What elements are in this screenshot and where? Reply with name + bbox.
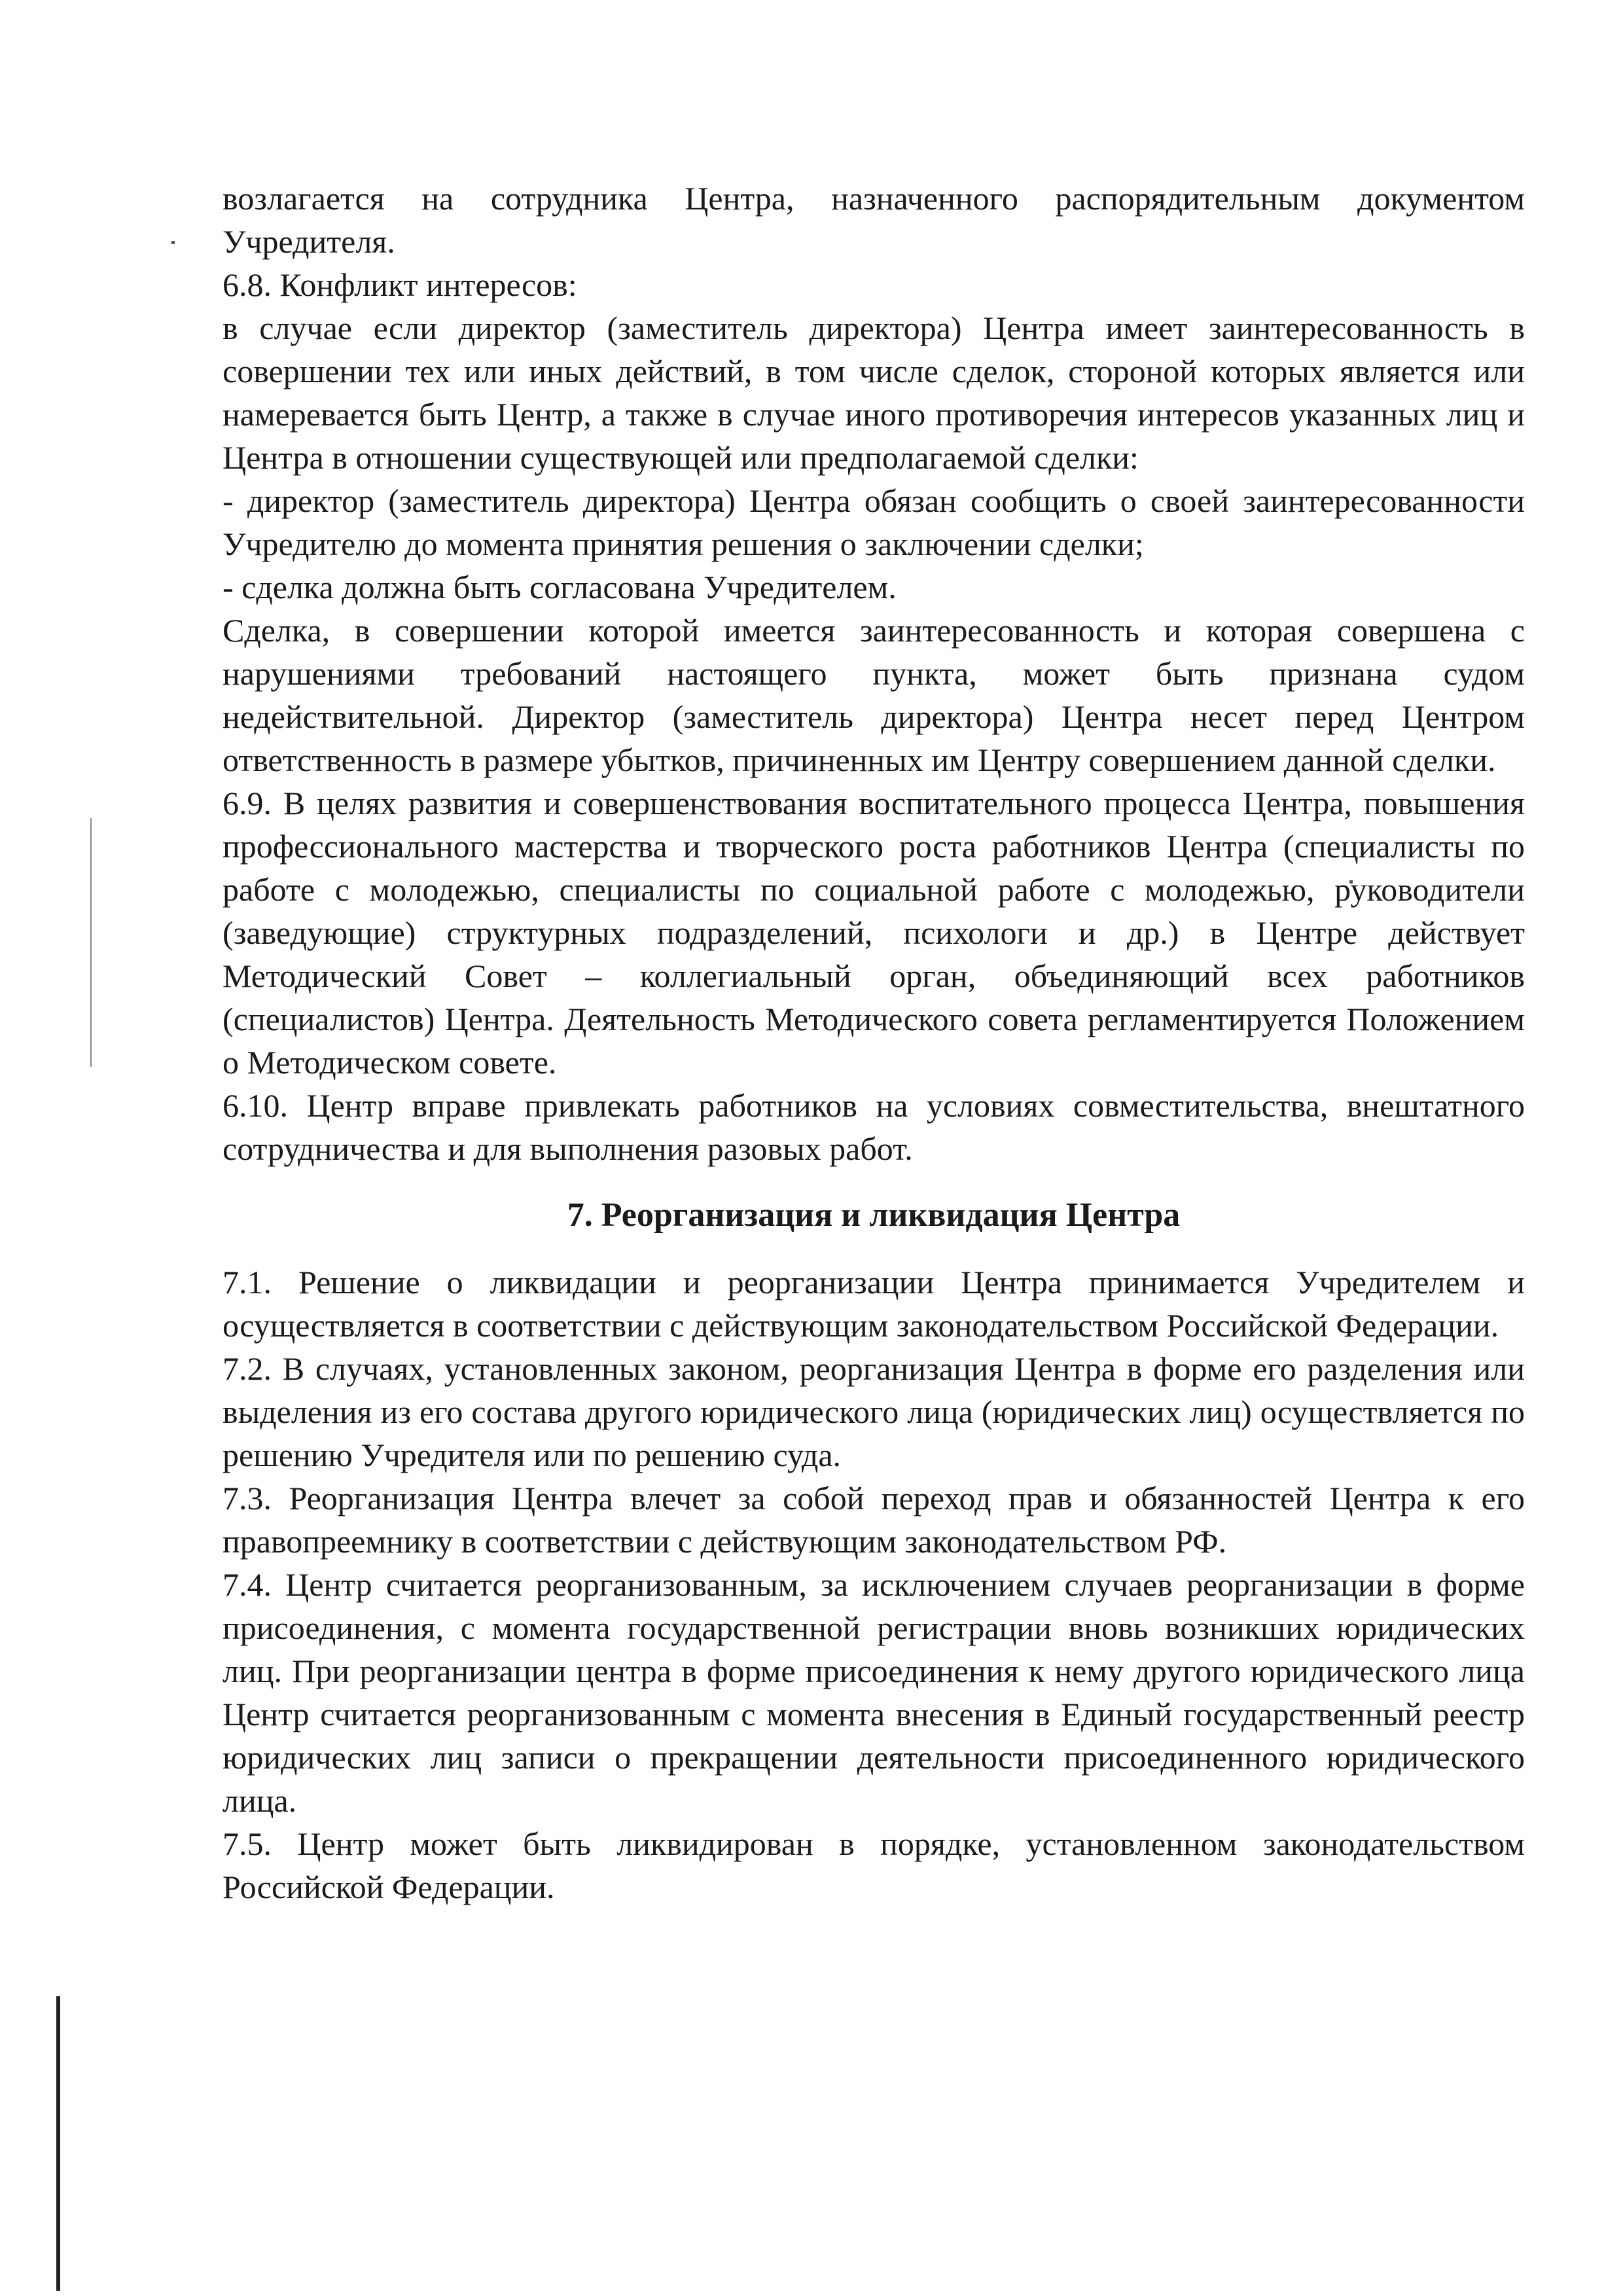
paragraph-7-3: 7.3. Реорганизация Центра влечет за собой переход прав и обязанностей Центра к его правопреемнику в соответствии с действующим законодательством РФ.: [223, 1480, 1525, 1560]
paragraph-6-8-item-1: - директор (заместитель директора) Центра обязан сообщить о своей заинтересованности Учредителю до момента принятия решения о заключении сделки;: [223, 482, 1525, 562]
paragraph-6-7-continuation: возлагается на сотрудника Центра, назначенного распорядительным документом Учредителя.: [223, 180, 1525, 260]
section-7-title: 7. Реорганизация и ликвидация Центра: [567, 1196, 1181, 1234]
paragraph-7-5: 7.5. Центр может быть ликвидирован в порядке, установленном законодательством Российской Федерации.: [223, 1825, 1525, 1905]
paragraph-6-8-body: в случае если директор (заместитель директора) Центра имеет заинтересованность в совершении тех или иных действий, в том числе сделок, стороной которых является или намеревается быть Центр, а также в случае иного противоречия интересов указанных лиц и Центра в отношении существующей или предполагаемой сделки:: [223, 310, 1525, 476]
document-page: [223, 177, 1525, 1909]
scan-faint-line: [90, 818, 92, 1067]
paragraph-7-1: 7.1. Решение о ликвидации и реорганизации Центра принимается Учредителем и осуществляется в соответствии с действующим законодательством Российской Федерации.: [223, 1264, 1525, 1344]
paragraph-6-8-title: 6.8. Конфликт интересов:: [223, 266, 577, 303]
paragraph-6-8-item-2: - сделка должна быть согласована Учредителем.: [223, 569, 897, 605]
paragraph-6-10: 6.10. Центр вправе привлекать работников на условиях совместительства, внештатного сотрудничества и для выполнения разовых работ.: [223, 1087, 1525, 1167]
paragraph-7-4: 7.4. Центр считается реорганизованным, за исключением случаев реорганизации в форме присоединения, с момента государственной регистрации вновь возникших юридических лиц. При реорганизации центра в форме присоединения к нему другого юридического лица Центр считается реорганизованным с момента внесения в Единый государственный реестр юридических лиц записи о прекращении деятельности присоединенного юридического лица.: [223, 1566, 1525, 1819]
scan-speck: [171, 241, 175, 244]
scan-edge-line: [56, 1996, 60, 2291]
paragraph-7-2: 7.2. В случаях, установленных законом, реорганизация Центра в форме его разделения или выделения из его состава другого юридического лица (юридических лиц) осуществляется по решению Учредителя или по решению суда.: [223, 1350, 1525, 1473]
paragraph-6-9: 6.9. В целях развития и совершенствования воспитательного процесса Центра, повышения профессионального мастерства и творческого роста работников Центра (специалисты по работе с молодежью, специалисты по социальной работе с молодежью, руководители (заведующие) структурных подразделений, психологи и др.) в Центре действует Методический Совет – коллегиальный орган, объединяющий всех работников (специалистов) Центра. Деятельность Методического совета регламентируется Положением о Методическом совете.: [223, 785, 1525, 1081]
paragraph-6-8-tail: Сделка, в совершении которой имеется заинтересованность и которая совершена с нарушениями требований настоящего пункта, может быть признана судом недействительной. Директор (заместитель директора) Центра несет перед Центром ответственность в размере убытков, причиненных им Центру совершением данной сделки.: [223, 612, 1525, 778]
